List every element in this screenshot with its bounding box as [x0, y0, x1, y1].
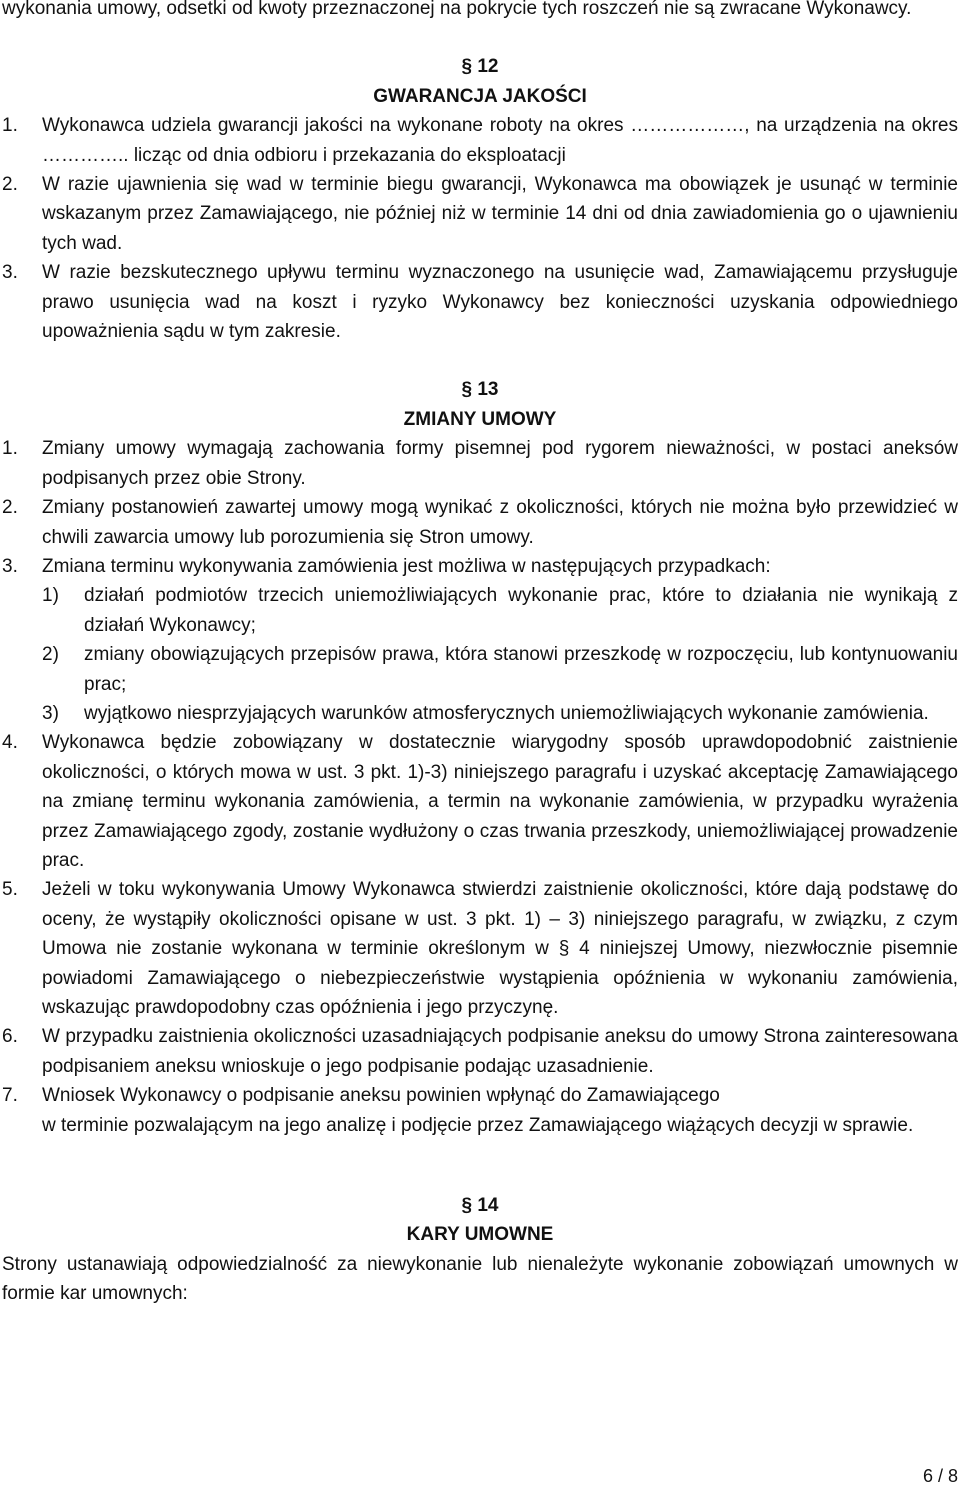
section-13-title: ZMIANY UMOWY: [403, 408, 557, 430]
list-item: [2, 434, 958, 493]
section-12-title: GWARANCJA JAKOŚCI: [373, 85, 587, 107]
section-12-number: § 12: [461, 56, 499, 78]
list-item: [2, 1081, 958, 1140]
intro-paragraph: wykonania umowy, odsetki od kwoty przeznaczonej na pokrycie tych roszczeń nie są zwracane Wykonawcy.: [2, 0, 912, 19]
list-item: [2, 728, 958, 875]
list-item: [2, 170, 958, 258]
list-item: [2, 875, 958, 1022]
item-number: 7.: [2, 1085, 18, 1107]
sub-list-item: [2, 640, 958, 699]
sub-item-number: 2): [42, 644, 59, 666]
item-text: [42, 1081, 958, 1140]
sub-item-text: wyjątkowo niesprzyjających warunków atmosferycznych uniemożliwiających wykonanie zamówienia.: [84, 702, 929, 724]
section-14-paragraph: Strony ustanawiają odpowiedzialność za niewykonanie lub nienależyte wykonanie zobowiązań umownych w formie kar umownych:: [2, 1253, 958, 1305]
item-text: W przypadku zaistnienia okoliczności uzasadniających podpisanie aneksu do umowy Strona zainteresowana podpisaniem aneksu wnioskuje o jego podpisanie podając uzasadnienie.: [42, 1026, 958, 1077]
list-item: [2, 552, 958, 581]
item-text: Jeżeli w toku wykonywania Umowy Wykonawca stwierdzi zaistnienie okoliczności, które dają podstawę do oceny, że wystąpiły okoliczności opisane w ust. 3 pkt. 1) – 3) niniejszego paragrafu, w związku, z czym Umowa nie zostanie wykonana w terminie określonym w § 4 niniejszej Umowy, niezwłocznie pisemnie powiadomi Zamawiającego o niebezpieczeństwie wystąpienia opóźnienia w wykonaniu zamówienia, wskazując prawdopodobny czas opóźnienia i jego przyczynę.: [42, 879, 958, 1018]
sub-item-number: 1): [42, 585, 59, 607]
sub-list-item: [2, 699, 958, 728]
item-text: Wykonawca będzie zobowiązany w dostatecznie wiarygodny sposób uprawdopodobnić zaistnienie okoliczności, o których mowa w ust. 3 pkt. 1)-3) niniejszego paragrafu i uzyskać akceptację Zamawiającego na zmianę terminu wykonania zamówienia, a termin na wykonanie zamówienia, w przypadku wyrażenia przez Zamawiającego zgody, zostanie wydłużony o czas trwania przeszkody, uniemożliwiającej prowadzenie prac.: [42, 732, 958, 871]
list-item: [2, 493, 958, 552]
item-number: 1.: [2, 115, 18, 137]
item-number: 2.: [2, 174, 18, 196]
item-text: Zmiany postanowień zawartej umowy mogą wynikać z okoliczności, których nie można było przewidzieć w chwili zawarcia umowy lub porozumienia się Stron umowy.: [42, 497, 958, 548]
document-page: [2, 0, 958, 1309]
section-13-number: § 13: [461, 379, 499, 401]
item-text: W razie ujawnienia się wad w terminie biegu gwarancji, Wykonawca ma obowiązek je usunąć w terminie wskazanym przez Zamawiającego, nie później niż w terminie 14 dni od dnia zawiadomienia go o ujawnieniu tych wad.: [42, 174, 958, 254]
item-number: 5.: [2, 879, 18, 901]
spacer: [2, 1169, 958, 1191]
item-number: 3.: [2, 555, 18, 577]
item-text: Wykonawca udziela gwarancji jakości na wykonane roboty na okres ………………, na urządzenia na okres ………….. licząc od dnia odbioru i przekazania do eksploatacji: [42, 115, 958, 166]
item-number: 4.: [2, 732, 18, 754]
item-text: W razie bezskutecznego upływu terminu wyznaczonego na usunięcie wad, Zamawiającemu przysługuje prawo usunięcia wad na koszt i ryzyko Wykonawcy bez konieczności uzyskania odpowiedniego upoważnienia sądu w tym zakresie.: [42, 262, 958, 343]
spacer: [2, 1140, 958, 1169]
item-text-line-1: Wniosek Wykonawcy o podpisanie aneksu powinien wpłynąć do Zamawiającego: [42, 1085, 720, 1107]
section-14-number: § 14: [461, 1195, 499, 1217]
item-number: 1.: [2, 438, 18, 460]
item-text-line-2: w terminie pozwalającym na jego analizę i podjęcie przez Zamawiającego wiążących decyzji w sprawie.: [42, 1114, 914, 1136]
list-item: [2, 1022, 958, 1081]
list-item: [2, 258, 958, 346]
item-number: 2.: [2, 497, 18, 519]
item-text: Zmiana terminu wykonywania zamówienia jest możliwa w następujących przypadkach:: [42, 555, 771, 577]
sub-item-number: 3): [42, 702, 59, 724]
sub-item-text: działań podmiotów trzecich uniemożliwiających wykonanie prac, które to działania nie wynikają z działań Wykonawcy;: [84, 585, 958, 636]
list-item: [2, 111, 958, 170]
sub-list-item: [2, 581, 958, 640]
page-number: 6 / 8: [922, 1465, 958, 1486]
item-number: 6.: [2, 1026, 18, 1048]
section-14-title: KARY UMOWNE: [406, 1224, 554, 1246]
item-number: 3.: [2, 262, 18, 284]
spacer: [2, 346, 958, 375]
sub-item-text: zmiany obowiązujących przepisów prawa, która stanowi przeszkodę w rozpoczęciu, lub kontynuowaniu prac;: [84, 644, 958, 695]
spacer: [2, 23, 958, 52]
item-text: Zmiany umowy wymagają zachowania formy pisemnej pod rygorem nieważności, w postaci aneksów podpisanych przez obie Strony.: [42, 438, 958, 489]
